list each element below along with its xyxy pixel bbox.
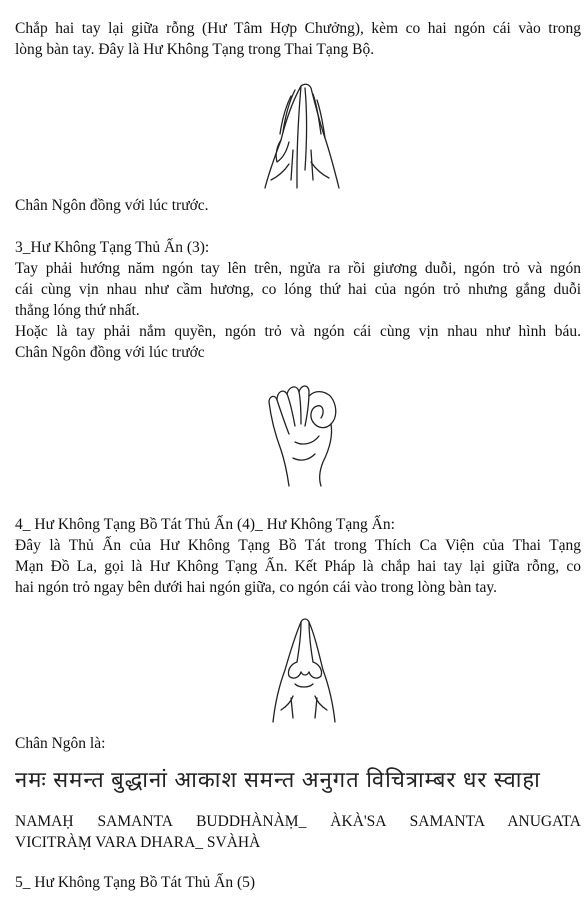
section3-line1: Tay phải hướng năm ngón tay lên trên, ngửa ra rồi giương duỗi, ngón trỏ và ngón (15, 260, 581, 277)
romanized-line2: VICITRÀṂ VARA DHARA_ SVÀHÀ (15, 834, 261, 851)
section4-line1: Đây là Thủ Ấn của Hư Không Tạng Bồ Tát trong Thích Ca Viện của Thai Tạng (15, 537, 581, 554)
section4-line2: Mạn Đồ La, gọi là Hư Không Tạng Ấn. Kết Pháp là chắp hai tay lại giữa rỗng, co (15, 558, 581, 575)
joined-hands-mudra-icon (261, 614, 347, 726)
section4-line3: hai ngón trỏ ngay bên dưới hai ngón giữa, co ngón cái vào trong lòng bàn tay. (15, 579, 497, 596)
section3-line4: Hoặc là tay phải nắm quyền, ngón trỏ và ngón cái cùng vịn nhau như hình báu. (15, 323, 581, 340)
joined-palms-hands-icon (255, 80, 345, 192)
para1-line2: lòng bàn tay. Đây là Hư Không Tạng trong Thai Tạng Bộ. (15, 41, 375, 58)
para1-line1: Chắp hai tay lại giữa rỗng (Hư Tâm Hợp Chưởng), kèm co hai ngón cái vào trong (15, 20, 581, 37)
section3-line2: cái cùng vịn nhau như cầm hương, co lóng thứ hai của ngón trỏ nhưng gắng duỗi (15, 281, 581, 298)
romanized-line1: NAMAḤ SAMANTA BUDDHÀNÀṂ_ ÀKÀ'SA SAMANTA ANUGATA (15, 813, 581, 830)
section3-line3: thẳng lóng thứ nhất. (15, 302, 140, 319)
siddham-script-line: नमः समन्त बुद्धानां आकाश समन्त अनुगत विचित्राम्बर धर स्वाहा (15, 767, 541, 792)
section4-heading: 4_ Hư Không Tạng Bồ Tát Thủ Ấn (4)_ Hư Không Tạng Ấn: (15, 516, 395, 533)
section3-mantra: Chân Ngôn đồng với lúc trước (15, 344, 205, 361)
mantra-same-1: Chân Ngôn đồng với lúc trước. (15, 197, 209, 214)
section5-heading: 5_ Hư Không Tạng Bồ Tát Thủ Ấn (5) (15, 874, 256, 891)
right-hand-mudra-icon (263, 378, 347, 490)
section3-heading: 3_Hư Không Tạng Thủ Ấn (3): (15, 239, 210, 256)
section4-mantra-intro: Chân Ngôn là: (15, 735, 106, 752)
